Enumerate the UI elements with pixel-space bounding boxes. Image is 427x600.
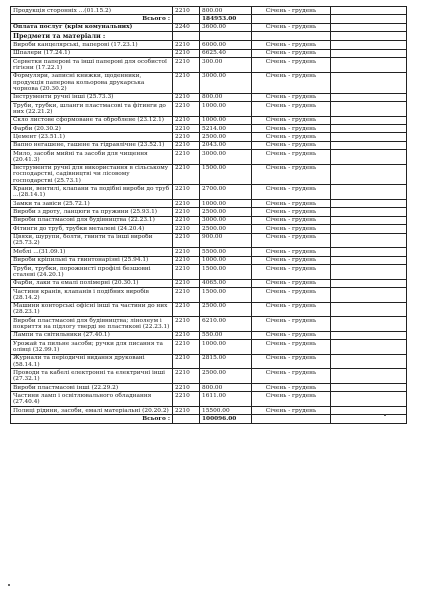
item-sum: 1000.00 <box>200 116 252 124</box>
item-period: Січень - грудень <box>252 101 331 116</box>
item-sum: 1000.00 <box>200 340 252 355</box>
item-sum: 6625.40 <box>200 49 252 57</box>
empty-cell <box>331 331 407 339</box>
empty-cell <box>331 317 407 332</box>
empty-cell <box>331 265 407 280</box>
item-sum: 1000.00 <box>200 101 252 116</box>
item-period: Січень - грудень <box>252 302 331 317</box>
item-period: Січень - грудень <box>252 354 331 369</box>
scan-speck <box>384 414 386 416</box>
total-label: Всього : <box>11 415 173 423</box>
table-row <box>11 164 407 185</box>
item-name: Урожай та пильне засоби; ручки для писання та олівці (32.99.1) <box>11 340 173 355</box>
table-row <box>11 369 407 384</box>
item-period: Січень - грудень <box>252 116 331 124</box>
empty-cell <box>331 7 407 15</box>
empty-cell <box>331 208 407 216</box>
item-sum: 3600.00 <box>200 23 252 31</box>
item-name: Лампи та світильники (27.40.1) <box>11 331 173 339</box>
item-code: 2210 <box>173 383 200 391</box>
item-period: Січень - грудень <box>252 49 331 57</box>
item-code: 2210 <box>173 233 200 248</box>
item-sum: 800.00 <box>200 383 252 391</box>
item-code: 2210 <box>173 116 200 124</box>
table-row <box>11 383 407 391</box>
table-row <box>11 248 407 256</box>
total-sum: 184953.00 <box>200 15 252 23</box>
item-period: Січень - грудень <box>252 124 331 132</box>
item-sum: 2043.00 <box>200 141 252 149</box>
item-sum: 15500.00 <box>200 406 252 414</box>
empty-cell <box>331 216 407 224</box>
empty-cell <box>331 141 407 149</box>
item-code: 2210 <box>173 93 200 101</box>
item-sum: 6000.00 <box>200 41 252 49</box>
item-name: Частини ламп і освітлювального обладнання (27.40.4) <box>11 392 173 407</box>
item-name: Серветки паперові та інші паперові для особистої гігієни (17.22.1) <box>11 58 173 73</box>
item-name: Мило, засоби мийні та засоби для чищення (20.41.3) <box>11 150 173 165</box>
item-period: Січень - грудень <box>252 200 331 208</box>
item-code: 2210 <box>173 185 200 200</box>
table-row <box>11 141 407 149</box>
table-row <box>11 233 407 248</box>
item-period: Січень - грудень <box>252 288 331 303</box>
empty-cell <box>331 49 407 57</box>
item-sum: 4065.00 <box>200 279 252 287</box>
item-code: 2210 <box>173 256 200 264</box>
item-period: Січень - грудень <box>252 150 331 165</box>
item-name: Інструменти ручні для використання в сільському господарстві, садівництві чи лісовому господарстві (25.73.1) <box>11 164 173 185</box>
table-row <box>11 331 407 339</box>
total-sum: 100096.00 <box>200 415 252 423</box>
item-code: 2210 <box>173 317 200 332</box>
item-period: Січень - грудень <box>252 279 331 287</box>
total-row <box>11 415 407 423</box>
item-name: Фарби (20.30.2) <box>11 124 173 132</box>
item-name: Вироби кріпильні та гвинтонарізні (25.94.1) <box>11 256 173 264</box>
table-row <box>11 124 407 132</box>
empty-cell <box>331 302 407 317</box>
empty-cell <box>331 383 407 391</box>
empty-cell <box>331 185 407 200</box>
item-period: Січень - грудень <box>252 256 331 264</box>
table-row <box>11 150 407 165</box>
item-code: 2210 <box>173 265 200 280</box>
item-code: 2210 <box>173 164 200 185</box>
item-period: Січень - грудень <box>252 248 331 256</box>
empty-cell <box>331 101 407 116</box>
section-title: Предмети та матеріали : <box>11 32 173 41</box>
item-code: 2210 <box>173 340 200 355</box>
table-row <box>11 216 407 224</box>
item-name: Машини конторські офісні інші та частини до них (28.23.1) <box>11 302 173 317</box>
item-period: Січень - грудень <box>252 369 331 384</box>
total-label: Всього : <box>11 15 173 23</box>
item-name: Вапно негашене, гашене та гідравлічне (23.52.1) <box>11 141 173 149</box>
item-name: Труби, трубки, порожнисті профілі безшовні сталеві (24.20.1) <box>11 265 173 280</box>
table-row <box>11 317 407 332</box>
empty-cell <box>331 164 407 185</box>
item-sum: 3000.00 <box>200 216 252 224</box>
empty-cell <box>331 150 407 165</box>
item-name: Фітинги до труб, трубки металеві (24.20.4) <box>11 225 173 233</box>
empty-cell <box>331 23 407 31</box>
table-row <box>11 41 407 49</box>
item-code: 2210 <box>173 150 200 165</box>
item-code: 2210 <box>173 288 200 303</box>
table-row <box>11 116 407 124</box>
empty-cell <box>331 233 407 248</box>
table-row <box>11 49 407 57</box>
table-row <box>11 392 407 407</box>
item-period: Січень - грудень <box>252 331 331 339</box>
item-sum: 300.00 <box>200 58 252 73</box>
item-name: Меблі ...(31.09.1) <box>11 248 173 256</box>
section-header-row <box>11 32 407 41</box>
item-name: Частини кранів, клапанів і подібних виробів (28.14.2) <box>11 288 173 303</box>
item-code: 2210 <box>173 331 200 339</box>
empty-cell <box>252 32 331 41</box>
empty-cell <box>331 32 407 41</box>
item-period: Січень - грудень <box>252 392 331 407</box>
item-name: Продукція сторонніх ...(01.15.2) <box>11 7 173 15</box>
empty-cell <box>200 32 252 41</box>
empty-cell <box>331 288 407 303</box>
item-name: Замки та завіси (25.72.1) <box>11 200 173 208</box>
table-row <box>11 256 407 264</box>
item-code: 2210 <box>173 354 200 369</box>
empty-cell <box>331 116 407 124</box>
empty-cell <box>173 415 200 423</box>
item-code: 2240 <box>173 23 200 31</box>
item-name: Скло листове сформоване та оброблене (23.12.1) <box>11 116 173 124</box>
table-row <box>11 23 407 31</box>
empty-cell <box>331 415 407 423</box>
item-sum: 2815.00 <box>200 354 252 369</box>
empty-cell <box>331 369 407 384</box>
item-code: 2210 <box>173 216 200 224</box>
empty-cell <box>331 225 407 233</box>
item-code: 2210 <box>173 101 200 116</box>
empty-cell <box>173 15 200 23</box>
empty-cell <box>331 41 407 49</box>
item-period: Січень - грудень <box>252 41 331 49</box>
item-code: 2210 <box>173 49 200 57</box>
item-code: 2210 <box>173 392 200 407</box>
item-name: Цвяхи, шурупи, болти, гвинти та інші вироби (25.73.2) <box>11 233 173 248</box>
empty-cell <box>331 340 407 355</box>
item-sum: 2700.00 <box>200 185 252 200</box>
item-code: 2210 <box>173 406 200 414</box>
table-row <box>11 7 407 15</box>
item-code: 2210 <box>173 124 200 132</box>
table-row <box>11 406 407 414</box>
item-period: Січень - грудень <box>252 23 331 31</box>
empty-cell <box>331 279 407 287</box>
item-period: Січень - грудень <box>252 141 331 149</box>
item-name: Вироби пластмасові для будівництва (22.23.1) <box>11 216 173 224</box>
item-name: Вироби пластмасові для будівництва; лінолеум і покриття на підлогу тверді не пластикові (22.23.1) <box>11 317 173 332</box>
item-period: Січень - грудень <box>252 265 331 280</box>
budget-table-body <box>11 7 407 424</box>
item-code: 2210 <box>173 369 200 384</box>
item-code: 2210 <box>173 208 200 216</box>
item-period: Січень - грудень <box>252 185 331 200</box>
item-period: Січень - грудень <box>252 58 331 73</box>
table-row <box>11 302 407 317</box>
item-sum: 1500.00 <box>200 265 252 280</box>
item-code: 2210 <box>173 279 200 287</box>
budget-table <box>10 6 407 424</box>
item-name: Проводи та кабелі електронні та електричні інші (27.32.1) <box>11 369 173 384</box>
item-name: Вироби канцелярські, паперові (17.23.1) <box>11 41 173 49</box>
item-name: Оплата послуг (крім комунальних) <box>11 23 173 31</box>
item-code: 2210 <box>173 7 200 15</box>
item-name: Цемент (23.51.1) <box>11 133 173 141</box>
item-code: 2210 <box>173 200 200 208</box>
table-row <box>11 279 407 287</box>
empty-cell <box>173 32 200 41</box>
item-code: 2210 <box>173 302 200 317</box>
item-sum: 1000.00 <box>200 256 252 264</box>
table-row <box>11 208 407 216</box>
item-sum: 2500.00 <box>200 208 252 216</box>
item-code: 2210 <box>173 248 200 256</box>
empty-cell <box>331 256 407 264</box>
empty-cell <box>331 248 407 256</box>
item-sum: 1500.00 <box>200 288 252 303</box>
empty-cell <box>331 93 407 101</box>
empty-cell <box>331 406 407 414</box>
table-row <box>11 225 407 233</box>
item-period: Січень - грудень <box>252 93 331 101</box>
item-period: Січень - грудень <box>252 317 331 332</box>
item-sum: 550.00 <box>200 331 252 339</box>
item-period: Січень - грудень <box>252 208 331 216</box>
empty-cell <box>331 392 407 407</box>
scan-speck <box>8 584 10 586</box>
item-period: Січень - грудень <box>252 340 331 355</box>
table-row <box>11 58 407 73</box>
item-code: 2210 <box>173 72 200 93</box>
item-period: Січень - грудень <box>252 225 331 233</box>
item-sum: 3000.00 <box>200 150 252 165</box>
item-code: 2210 <box>173 58 200 73</box>
empty-cell <box>331 200 407 208</box>
empty-cell <box>331 133 407 141</box>
item-period: Січень - грудень <box>252 233 331 248</box>
item-sum: 6210.00 <box>200 317 252 332</box>
item-period: Січень - грудень <box>252 7 331 15</box>
item-sum: 5500.00 <box>200 248 252 256</box>
item-name: Труби, трубки, шланги пластмасові та фітинги до них (22.21.2) <box>11 101 173 116</box>
empty-cell <box>331 58 407 73</box>
item-sum: 2500.00 <box>200 225 252 233</box>
item-sum: 2500.00 <box>200 302 252 317</box>
item-sum: 1500.00 <box>200 164 252 185</box>
table-row <box>11 72 407 93</box>
item-sum: 5214.00 <box>200 124 252 132</box>
item-period: Січень - грудень <box>252 133 331 141</box>
item-sum: 800.00 <box>200 93 252 101</box>
item-period: Січень - грудень <box>252 383 331 391</box>
item-name: Полиці рідини, засоби, емалі матеріальні (20.20.2) <box>11 406 173 414</box>
empty-cell <box>331 72 407 93</box>
table-row <box>11 265 407 280</box>
table-row <box>11 340 407 355</box>
item-period: Січень - грудень <box>252 72 331 93</box>
item-code: 2210 <box>173 141 200 149</box>
item-name: Крани, вентилі, клапани та подібні вироби до труб ...(28.14.1) <box>11 185 173 200</box>
item-name: Вироби з дроту, ланцюги та пружини (25.93.1) <box>11 208 173 216</box>
item-name: Шпалери (17.24.1) <box>11 49 173 57</box>
item-code: 2210 <box>173 225 200 233</box>
item-period: Січень - грудень <box>252 406 331 414</box>
item-code: 2210 <box>173 41 200 49</box>
item-sum: 2500.00 <box>200 133 252 141</box>
item-name: Інструменти ручні інші (25.73.3) <box>11 93 173 101</box>
table-row <box>11 354 407 369</box>
item-sum: 1000.00 <box>200 200 252 208</box>
table-row <box>11 185 407 200</box>
item-period: Січень - грудень <box>252 164 331 185</box>
item-sum: 3000.00 <box>200 72 252 93</box>
table-row <box>11 93 407 101</box>
empty-cell <box>331 124 407 132</box>
item-name: Журнали та періодичні видання друковані (58.14.1) <box>11 354 173 369</box>
item-sum: 1611.00 <box>200 392 252 407</box>
item-name: Фарби, лаки та емалі полімерні (20.30.1) <box>11 279 173 287</box>
empty-cell <box>252 15 331 23</box>
table-row <box>11 133 407 141</box>
table-row <box>11 101 407 116</box>
document-page <box>6 6 414 592</box>
item-name: Формуляри, записні книжки, щоденники, продукція паперова кольорова друкарська чорнова (20.30.2) <box>11 72 173 93</box>
table-row <box>11 288 407 303</box>
table-row <box>11 200 407 208</box>
total-row <box>11 15 407 23</box>
item-sum: 900.00 <box>200 233 252 248</box>
item-name: Вироби пластмасові інші (22.29.2) <box>11 383 173 391</box>
item-sum: 800.00 <box>200 7 252 15</box>
item-period: Січень - грудень <box>252 216 331 224</box>
empty-cell <box>252 415 331 423</box>
empty-cell <box>331 354 407 369</box>
item-code: 2210 <box>173 133 200 141</box>
empty-cell <box>331 15 407 23</box>
item-sum: 2500.00 <box>200 369 252 384</box>
